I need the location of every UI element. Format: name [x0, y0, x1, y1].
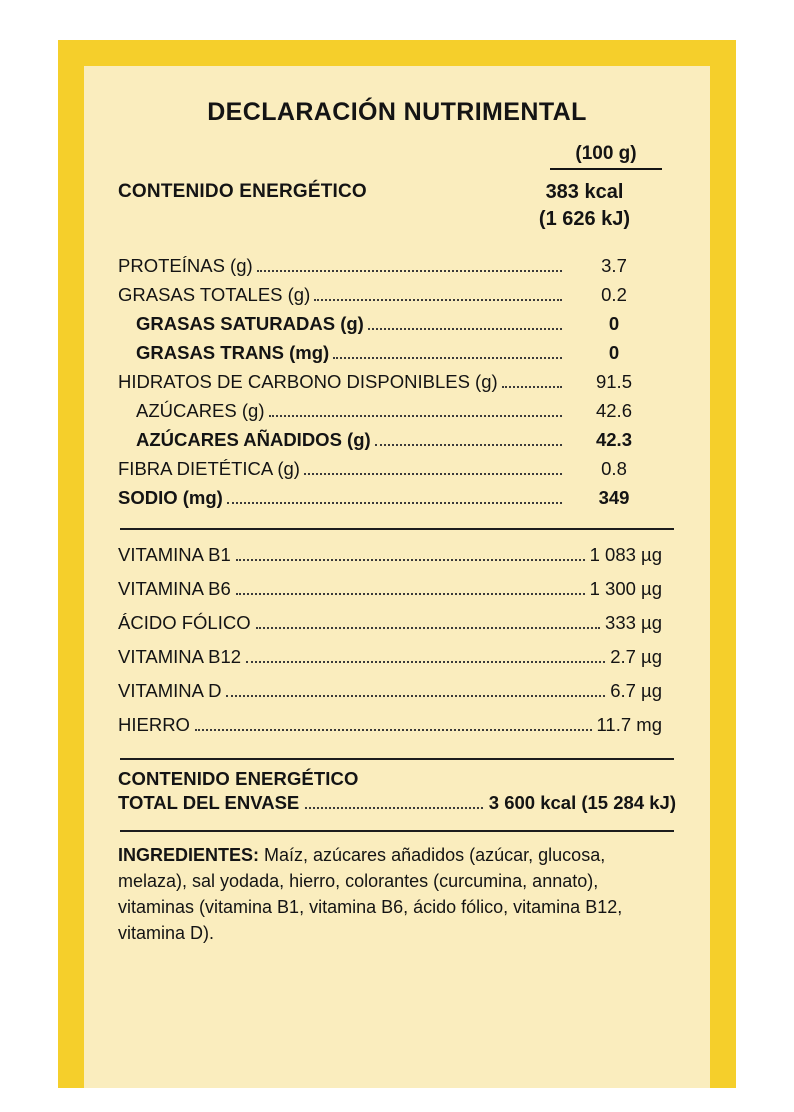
total-energy-block	[118, 768, 676, 814]
leader-dots	[368, 327, 562, 330]
vitamin-label: ÁCIDO FÓLICO	[118, 612, 251, 633]
nutrient-value: 0	[608, 312, 620, 334]
energy-kj: (1 626 kJ)	[538, 208, 631, 230]
list-item	[118, 674, 676, 708]
table-row	[118, 396, 676, 425]
leader-dots	[226, 694, 605, 697]
page-title: DECLARACIÓN NUTRIMENTAL	[207, 98, 587, 126]
label-inner-panel	[84, 66, 710, 1088]
table-row	[118, 483, 676, 512]
nutrient-label: FIBRA DIETÉTICA (g)	[118, 457, 300, 479]
serving-size-value: (100 g)	[550, 143, 662, 170]
vitamin-label: VITAMINA B12	[118, 646, 242, 667]
leader-dots	[227, 501, 562, 504]
table-row	[118, 367, 676, 396]
total-package-label: TOTAL DEL ENVASE	[118, 792, 300, 813]
nutrient-value: 0	[608, 341, 620, 363]
leader-dots	[195, 728, 592, 731]
energy-kcal: 383 kcal	[545, 181, 624, 203]
nutrient-value: 91.5	[595, 370, 632, 392]
list-item	[118, 708, 676, 742]
table-row	[118, 425, 676, 454]
leader-dots	[314, 298, 562, 301]
ingredients-text: Maíz, azúcares añadidos (azúcar, glucosa, melaza), sal yodada, hierro, colorantes (curcumina, annato), vitaminas (vitamina B1, vitamina B6, ácido fólico, vitamina B12, vitamina D).	[118, 845, 623, 944]
nutrient-label: GRASAS TRANS (mg)	[136, 341, 330, 363]
energy-block	[118, 179, 676, 233]
divider	[120, 758, 674, 760]
nutrient-value: 42.3	[595, 428, 632, 450]
divider	[120, 528, 674, 530]
vitamin-value: 2.7 µg	[610, 646, 662, 667]
list-item	[118, 606, 676, 640]
vitamin-list	[118, 538, 676, 742]
serving-size-row	[118, 143, 676, 170]
nutrient-list	[118, 251, 676, 512]
ingredients-block	[118, 842, 676, 946]
nutrient-label: AZÚCARES (g)	[136, 399, 265, 421]
leader-dots	[246, 660, 605, 663]
vitamin-value: 1 083 µg	[589, 544, 662, 565]
nutrient-value: 0.8	[601, 457, 627, 479]
nutrient-value: 42.6	[595, 399, 632, 421]
vitamin-value: 1 300 µg	[589, 578, 662, 599]
nutrient-label: SODIO (mg)	[118, 486, 223, 508]
vitamin-label: VITAMINA D	[118, 680, 222, 701]
leader-dots	[375, 443, 562, 446]
vitamin-label: VITAMINA B6	[118, 578, 231, 599]
nutrient-value: 3.7	[601, 254, 627, 276]
list-item	[118, 572, 676, 606]
nutrient-label: GRASAS TOTALES (g)	[118, 283, 311, 305]
list-item	[118, 538, 676, 572]
total-package-row	[118, 792, 676, 814]
nutrient-label: GRASAS SATURADAS (g)	[136, 312, 364, 334]
nutrient-value: 0.2	[601, 283, 627, 305]
leader-dots	[257, 269, 562, 272]
leader-dots	[269, 414, 563, 417]
leader-dots	[305, 806, 483, 809]
total-energy-label: CONTENIDO ENERGÉTICO	[118, 768, 359, 789]
leader-dots	[304, 472, 562, 475]
list-item	[118, 640, 676, 674]
total-package-value: 3 600 kcal (15 284 kJ)	[488, 792, 676, 813]
table-row	[118, 309, 676, 338]
nutrient-value: 349	[598, 486, 630, 508]
energy-values	[507, 179, 676, 233]
leader-dots	[333, 356, 562, 359]
label-outer-border	[58, 40, 736, 1088]
vitamin-label: VITAMINA B1	[118, 544, 231, 565]
leader-dots	[236, 558, 585, 561]
table-row	[118, 454, 676, 483]
ingredients-heading: INGREDIENTES:	[118, 845, 260, 865]
nutrient-label: PROTEÍNAS (g)	[118, 254, 253, 276]
table-row	[118, 280, 676, 309]
vitamin-label: HIERRO	[118, 714, 190, 735]
table-row	[118, 338, 676, 367]
vitamin-value: 333 µg	[605, 612, 662, 633]
table-row	[118, 251, 676, 280]
vitamin-value: 6.7 µg	[610, 680, 662, 701]
divider	[120, 830, 674, 832]
vitamin-value: 11.7 mg	[596, 714, 662, 735]
nutrient-label: AZÚCARES AÑADIDOS (g)	[136, 428, 371, 450]
leader-dots	[236, 592, 585, 595]
energy-label: CONTENIDO ENERGÉTICO	[118, 181, 367, 202]
nutrient-label: HIDRATOS DE CARBONO DISPONIBLES (g)	[118, 370, 498, 392]
leader-dots	[256, 626, 600, 629]
leader-dots	[502, 385, 562, 388]
